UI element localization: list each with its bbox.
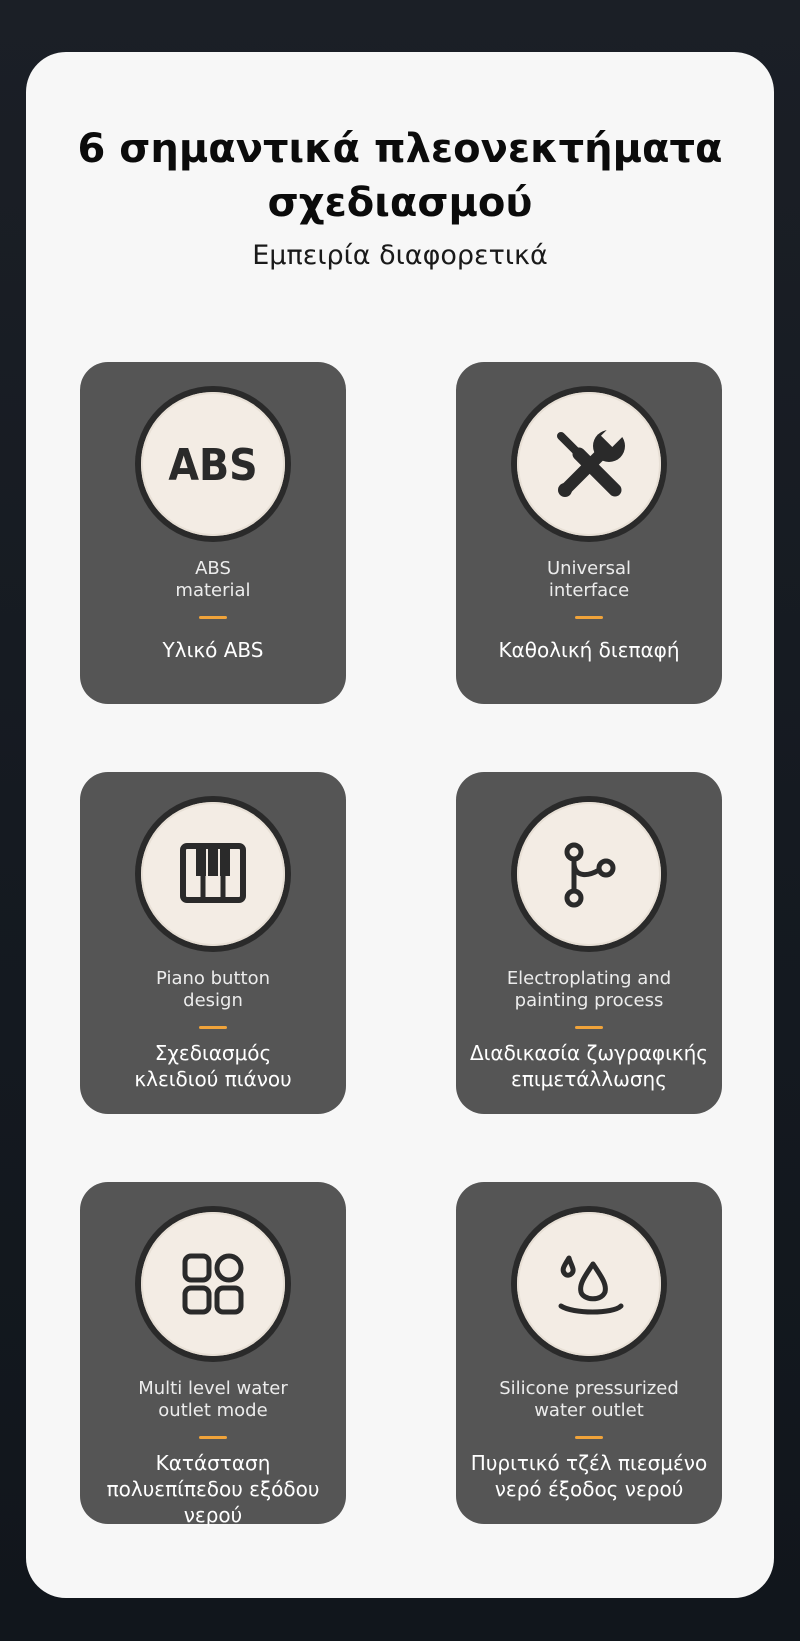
feature-greek-label <box>84 1450 342 1528</box>
feature-english-line: water outlet <box>534 1400 644 1421</box>
accent-divider <box>199 1026 227 1029</box>
screwdriver-wrench-icon <box>517 392 661 536</box>
feature-greek-line: Σχεδιασμός <box>154 1041 272 1065</box>
feature-card-universal-interface <box>456 362 722 704</box>
feature-english-line: ABS <box>195 558 231 579</box>
abs-icon-label: ABS <box>168 440 258 491</box>
feature-greek-line: νερού <box>183 1503 243 1527</box>
feature-english-line: material <box>175 580 251 601</box>
feature-english-line: Piano button <box>155 968 270 989</box>
feature-greek-line: νερό έξοδος νερού <box>494 1477 684 1501</box>
page-title-line-2: σχεδιασμού <box>267 180 533 226</box>
feature-english-line: Universal <box>546 558 632 579</box>
feature-card-piano-button <box>80 772 346 1114</box>
feature-english-line: painting process <box>514 990 664 1011</box>
feature-greek-line: κλειδιού πιάνου <box>134 1067 292 1091</box>
feature-english-line: Electroplating and <box>506 968 672 989</box>
feature-english-line: design <box>183 990 243 1011</box>
feature-english-line: outlet mode <box>158 1400 268 1421</box>
branch-nodes-icon <box>517 802 661 946</box>
grid-modes-icon <box>141 1212 285 1356</box>
water-drop-icon <box>517 1212 661 1356</box>
feature-greek-line: Πυριτικό τζέλ πιεσμένο <box>470 1451 708 1475</box>
feature-card-silicone-outlet <box>456 1182 722 1524</box>
accent-divider <box>575 1026 603 1029</box>
feature-greek-line: Καθολική διεπαφή <box>498 638 680 662</box>
accent-divider <box>199 1436 227 1439</box>
feature-card-electroplating <box>456 772 722 1114</box>
page-subtitle: Εμπειρία διαφορετικά <box>252 240 548 271</box>
feature-greek-line: πολυεπίπεδου εξόδου <box>106 1477 320 1501</box>
feature-english-line: Multi level water <box>138 1378 288 1399</box>
accent-divider <box>199 616 227 619</box>
accent-divider <box>575 616 603 619</box>
accent-divider <box>575 1436 603 1439</box>
feature-greek-label <box>84 1040 342 1092</box>
feature-english-line: Silicone pressurized <box>499 1378 679 1399</box>
feature-greek-label <box>460 637 718 663</box>
feature-english-label <box>466 968 712 1012</box>
feature-greek-line: επιμετάλλωσης <box>511 1067 667 1091</box>
page-title-line-1: 6 σημαντικά πλεονεκτήματα <box>77 126 723 172</box>
feature-greek-label <box>460 1450 718 1502</box>
feature-english-label <box>90 1378 336 1422</box>
feature-english-line: interface <box>548 580 630 601</box>
feature-english-label <box>466 1378 712 1422</box>
feature-greek-label <box>460 1040 718 1092</box>
feature-card-abs-material <box>80 362 346 704</box>
feature-greek-label <box>84 637 342 663</box>
page-title <box>0 122 800 230</box>
feature-greek-line: Κατάσταση <box>155 1451 271 1475</box>
feature-greek-line: Υλικό ABS <box>162 638 264 662</box>
piano-keys-icon <box>141 802 285 946</box>
feature-english-label <box>466 558 712 602</box>
feature-card-multi-level-outlet <box>80 1182 346 1527</box>
abs-text-icon <box>141 392 285 536</box>
feature-english-label <box>90 968 336 1012</box>
feature-greek-line: Διαδικασία ζωγραφικής <box>469 1041 709 1065</box>
feature-english-label <box>90 558 336 602</box>
